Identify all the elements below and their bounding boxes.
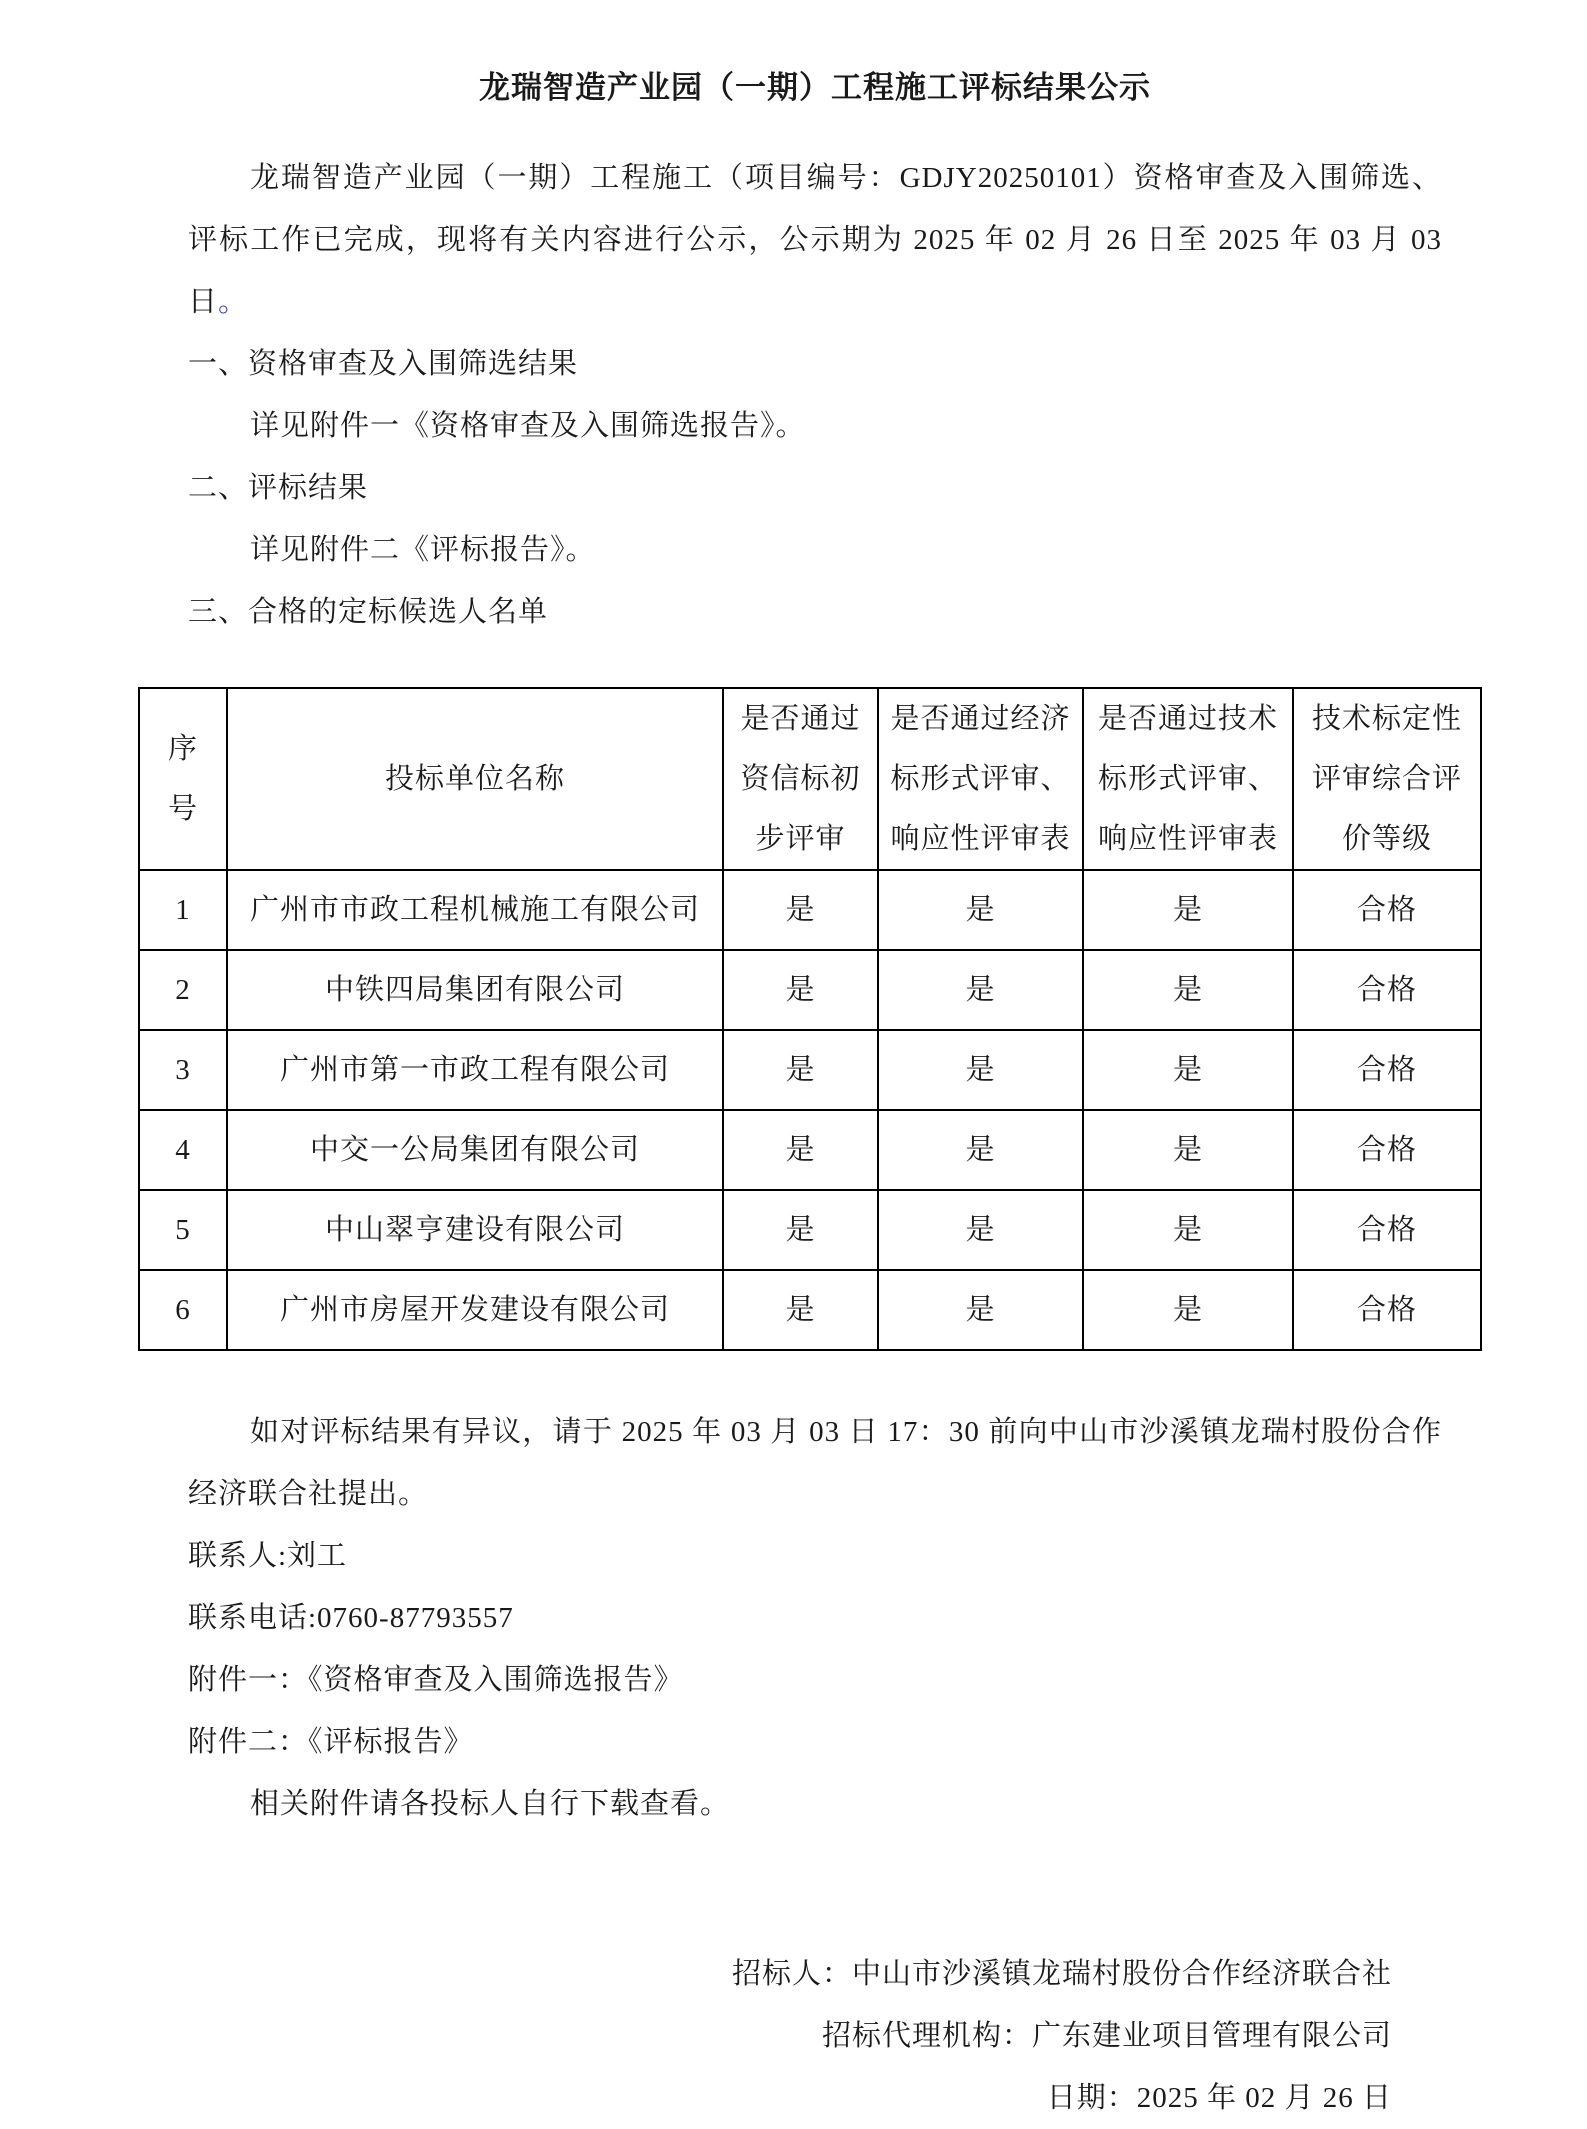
cell-grade: 合格	[1293, 1190, 1481, 1270]
cell-grade: 合格	[1293, 1030, 1481, 1110]
cell-credit: 是	[723, 1190, 878, 1270]
cell-economic: 是	[878, 1110, 1083, 1190]
cell-economic: 是	[878, 950, 1083, 1030]
table-row	[139, 1110, 1481, 1190]
candidate-result-table	[138, 687, 1482, 1351]
section1-heading: 一、资格审查及入围筛选结果	[188, 348, 579, 380]
table-row	[139, 950, 1481, 1030]
cell-seq: 6	[139, 1270, 227, 1350]
objection-notice: 如对评标结果有异议，请于 2025 年 03 月 03 日 17：30 前向中山市沙溪镇龙瑞村股份合作经济联合社提出。	[188, 1416, 1442, 1510]
cell-company: 中山翠亨建设有限公司	[227, 1190, 723, 1270]
page-title: 龙瑞智造产业园（一期）工程施工评标结果公示	[479, 70, 1151, 105]
cell-company: 广州市房屋开发建设有限公司	[227, 1270, 723, 1350]
table-row	[139, 1270, 1481, 1350]
cell-seq: 5	[139, 1190, 227, 1270]
col-header-credit-review: 是否通过资信标初步评审	[723, 688, 878, 870]
cell-credit: 是	[723, 870, 878, 950]
table-row	[139, 870, 1481, 950]
col-header-company: 投标单位名称	[227, 688, 723, 870]
table-row	[139, 1030, 1481, 1110]
cell-technical: 是	[1083, 1110, 1293, 1190]
cell-seq: 3	[139, 1030, 227, 1110]
section2-heading: 二、评标结果	[188, 472, 369, 504]
cell-economic: 是	[878, 1030, 1083, 1110]
cell-credit: 是	[723, 1030, 878, 1110]
cell-credit: 是	[723, 950, 878, 1030]
col-header-seq-label: 序号	[167, 733, 198, 825]
section2-body: 详见附件二《评标报告》。	[250, 534, 596, 566]
table-header-row	[139, 688, 1481, 870]
intro-trailing-period: 。	[218, 286, 249, 318]
col-header-economic-review: 是否通过经济标形式评审、响应性评审表	[878, 688, 1083, 870]
col-header-seq	[139, 688, 227, 870]
cell-company: 广州市市政工程机械施工有限公司	[227, 870, 723, 950]
section3-heading: 三、合格的定标候选人名单	[188, 596, 549, 628]
cell-seq: 2	[139, 950, 227, 1030]
cell-seq: 4	[139, 1110, 227, 1190]
cell-seq: 1	[139, 870, 227, 950]
cell-company: 中铁四局集团有限公司	[227, 950, 723, 1030]
table-row	[139, 1190, 1481, 1270]
col-header-grade: 技术标定性评审综合评价等级	[1293, 688, 1481, 870]
cell-economic: 是	[878, 870, 1083, 950]
signature-block	[188, 1943, 1442, 2129]
cell-credit: 是	[723, 1110, 878, 1190]
attachment1-label: 附件一：《资格审查及入围筛选报告》	[188, 1664, 684, 1696]
cell-technical: 是	[1083, 1190, 1293, 1270]
cell-technical: 是	[1083, 950, 1293, 1030]
cell-economic: 是	[878, 1270, 1083, 1350]
tenderer-line: 招标人：中山市沙溪镇龙瑞村股份合作经济联合社	[731, 1958, 1392, 1990]
cell-grade: 合格	[1293, 870, 1481, 950]
download-note: 相关附件请各投标人自行下载查看。	[250, 1788, 731, 1820]
cell-grade: 合格	[1293, 950, 1481, 1030]
cell-technical: 是	[1083, 1030, 1293, 1110]
cell-company: 广州市第一市政工程有限公司	[227, 1030, 723, 1110]
contact-phone: 联系电话:0760-87793557	[188, 1602, 514, 1634]
date-line: 日期：2025 年 02 月 26 日	[1046, 2082, 1392, 2114]
cell-technical: 是	[1083, 1270, 1293, 1350]
col-header-technical-review: 是否通过技术标形式评审、响应性评审表	[1083, 688, 1293, 870]
section1-body: 详见附件一《资格审查及入围筛选报告》。	[250, 410, 806, 442]
intro-paragraph	[188, 147, 1442, 333]
intro-text: 龙瑞智造产业园（一期）工程施工（项目编号：GDJY20250101）资格审查及入围筛选、评标工作已完成，现将有关内容进行公示，公示期为 2025 年 02 月 26 日至 2025 年 03 月 03 日	[188, 162, 1442, 318]
cell-technical: 是	[1083, 870, 1293, 950]
attachment2-label: 附件二：《评标报告》	[188, 1726, 474, 1758]
agency-line: 招标代理机构：广东建业项目管理有限公司	[821, 2020, 1392, 2052]
cell-credit: 是	[723, 1270, 878, 1350]
cell-grade: 合格	[1293, 1110, 1481, 1190]
cell-grade: 合格	[1293, 1270, 1481, 1350]
cell-economic: 是	[878, 1190, 1083, 1270]
contact-person: 联系人:刘工	[188, 1540, 348, 1572]
cell-company: 中交一公局集团有限公司	[227, 1110, 723, 1190]
